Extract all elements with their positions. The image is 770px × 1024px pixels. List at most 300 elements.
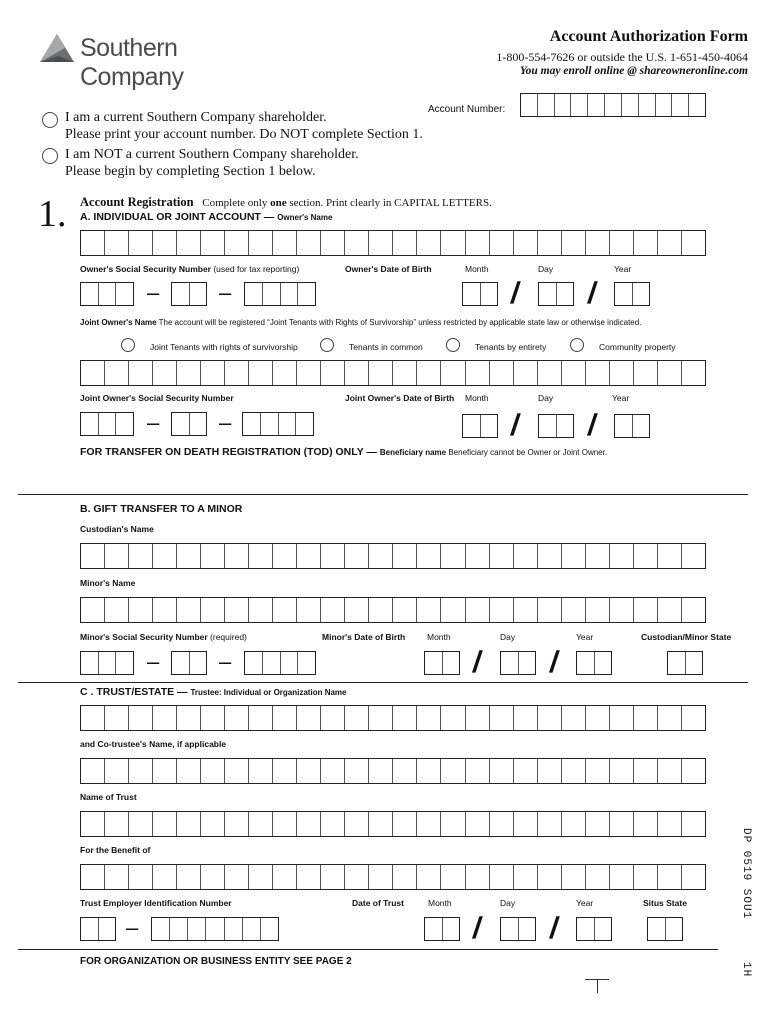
character-box[interactable]	[539, 283, 557, 305]
character-box[interactable]	[689, 94, 705, 116]
minor-ssn-part3[interactable]	[244, 651, 316, 675]
character-box[interactable]	[153, 598, 177, 622]
character-box[interactable]	[190, 652, 207, 674]
character-box[interactable]	[658, 544, 682, 568]
benefit-name-boxes[interactable]	[80, 864, 706, 890]
character-box[interactable]	[622, 94, 639, 116]
character-box[interactable]	[321, 865, 345, 889]
character-box[interactable]	[538, 706, 562, 730]
character-box[interactable]	[321, 598, 345, 622]
tenancy-radio-3[interactable]	[446, 338, 460, 352]
character-box[interactable]	[490, 598, 514, 622]
character-box[interactable]	[490, 544, 514, 568]
character-box[interactable]	[481, 283, 498, 305]
character-box[interactable]	[610, 812, 634, 836]
character-box[interactable]	[615, 415, 633, 437]
character-box[interactable]	[273, 361, 297, 385]
character-box[interactable]	[281, 283, 299, 305]
character-box[interactable]	[243, 918, 261, 940]
character-box[interactable]	[586, 544, 610, 568]
character-box[interactable]	[393, 231, 417, 255]
joint-dob-month[interactable]	[462, 414, 498, 438]
character-box[interactable]	[245, 283, 263, 305]
joint-owner-name-boxes[interactable]	[80, 360, 706, 386]
character-box[interactable]	[648, 918, 666, 940]
character-box[interactable]	[417, 812, 441, 836]
character-box[interactable]	[595, 652, 612, 674]
character-box[interactable]	[658, 361, 682, 385]
character-box[interactable]	[538, 865, 562, 889]
character-box[interactable]	[538, 94, 555, 116]
character-box[interactable]	[577, 652, 595, 674]
character-box[interactable]	[463, 283, 481, 305]
character-box[interactable]	[298, 652, 315, 674]
character-box[interactable]	[562, 812, 586, 836]
custodian-state-boxes[interactable]	[667, 651, 703, 675]
character-box[interactable]	[634, 361, 658, 385]
character-box[interactable]	[490, 865, 514, 889]
character-box[interactable]	[225, 544, 249, 568]
character-box[interactable]	[682, 865, 705, 889]
character-box[interactable]	[129, 812, 153, 836]
character-box[interactable]	[634, 706, 658, 730]
character-box[interactable]	[686, 652, 703, 674]
tenancy-radio-4[interactable]	[570, 338, 584, 352]
character-box[interactable]	[514, 812, 538, 836]
character-box[interactable]	[105, 231, 129, 255]
character-box[interactable]	[490, 759, 514, 783]
character-box[interactable]	[441, 231, 465, 255]
character-box[interactable]	[99, 283, 117, 305]
character-box[interactable]	[682, 544, 705, 568]
character-box[interactable]	[321, 231, 345, 255]
character-box[interactable]	[273, 759, 297, 783]
character-box[interactable]	[393, 598, 417, 622]
character-box[interactable]	[562, 759, 586, 783]
character-box[interactable]	[345, 361, 369, 385]
character-box[interactable]	[116, 652, 133, 674]
character-box[interactable]	[586, 706, 610, 730]
character-box[interactable]	[321, 812, 345, 836]
character-box[interactable]	[441, 759, 465, 783]
character-box[interactable]	[369, 865, 393, 889]
character-box[interactable]	[666, 918, 683, 940]
character-box[interactable]	[177, 812, 201, 836]
character-box[interactable]	[501, 918, 519, 940]
character-box[interactable]	[682, 759, 705, 783]
character-box[interactable]	[577, 918, 595, 940]
character-box[interactable]	[634, 759, 658, 783]
character-box[interactable]	[99, 413, 117, 435]
character-box[interactable]	[610, 231, 634, 255]
character-box[interactable]	[81, 652, 99, 674]
character-box[interactable]	[105, 706, 129, 730]
character-box[interactable]	[417, 865, 441, 889]
character-box[interactable]	[481, 415, 498, 437]
character-box[interactable]	[261, 918, 278, 940]
character-box[interactable]	[417, 706, 441, 730]
character-box[interactable]	[393, 812, 417, 836]
ein-part1[interactable]	[80, 917, 116, 941]
character-box[interactable]	[633, 283, 650, 305]
tenancy-radio-2[interactable]	[320, 338, 334, 352]
character-box[interactable]	[188, 918, 206, 940]
character-box[interactable]	[263, 283, 281, 305]
character-box[interactable]	[81, 918, 99, 940]
character-box[interactable]	[610, 598, 634, 622]
character-box[interactable]	[658, 231, 682, 255]
owner-ssn-part1[interactable]	[80, 282, 134, 306]
character-box[interactable]	[490, 812, 514, 836]
character-box[interactable]	[562, 231, 586, 255]
character-box[interactable]	[321, 361, 345, 385]
owner-name-boxes[interactable]	[80, 230, 706, 256]
character-box[interactable]	[116, 283, 133, 305]
character-box[interactable]	[345, 759, 369, 783]
character-box[interactable]	[81, 361, 105, 385]
character-box[interactable]	[225, 598, 249, 622]
character-box[interactable]	[99, 652, 117, 674]
character-box[interactable]	[263, 652, 281, 674]
character-box[interactable]	[225, 231, 249, 255]
owner-dob-year[interactable]	[614, 282, 650, 306]
character-box[interactable]	[170, 918, 188, 940]
owner-ssn-part2[interactable]	[171, 282, 207, 306]
character-box[interactable]	[297, 759, 321, 783]
character-box[interactable]	[81, 812, 105, 836]
character-box[interactable]	[321, 544, 345, 568]
character-box[interactable]	[153, 759, 177, 783]
character-box[interactable]	[249, 231, 273, 255]
character-box[interactable]	[586, 231, 610, 255]
character-box[interactable]	[172, 283, 190, 305]
character-box[interactable]	[177, 706, 201, 730]
character-box[interactable]	[441, 812, 465, 836]
character-box[interactable]	[225, 812, 249, 836]
character-box[interactable]	[633, 415, 650, 437]
character-box[interactable]	[153, 865, 177, 889]
character-box[interactable]	[273, 865, 297, 889]
character-box[interactable]	[658, 598, 682, 622]
character-box[interactable]	[153, 706, 177, 730]
character-box[interactable]	[369, 361, 393, 385]
trust-name-boxes[interactable]	[80, 811, 706, 837]
character-box[interactable]	[249, 812, 273, 836]
character-box[interactable]	[201, 231, 225, 255]
character-box[interactable]	[463, 415, 481, 437]
joint-ssn-part2[interactable]	[171, 412, 207, 436]
character-box[interactable]	[177, 544, 201, 568]
character-box[interactable]	[190, 413, 207, 435]
character-box[interactable]	[273, 544, 297, 568]
character-box[interactable]	[538, 598, 562, 622]
character-box[interactable]	[177, 759, 201, 783]
character-box[interactable]	[490, 231, 514, 255]
character-box[interactable]	[369, 706, 393, 730]
character-box[interactable]	[562, 706, 586, 730]
character-box[interactable]	[538, 361, 562, 385]
character-box[interactable]	[441, 865, 465, 889]
character-box[interactable]	[297, 706, 321, 730]
character-box[interactable]	[514, 759, 538, 783]
character-box[interactable]	[201, 759, 225, 783]
character-box[interactable]	[153, 231, 177, 255]
character-box[interactable]	[393, 865, 417, 889]
character-box[interactable]	[605, 94, 622, 116]
character-box[interactable]	[656, 94, 673, 116]
character-box[interactable]	[586, 759, 610, 783]
character-box[interactable]	[321, 706, 345, 730]
character-box[interactable]	[417, 231, 441, 255]
character-box[interactable]	[105, 812, 129, 836]
character-box[interactable]	[201, 706, 225, 730]
character-box[interactable]	[201, 865, 225, 889]
character-box[interactable]	[206, 918, 224, 940]
character-box[interactable]	[586, 812, 610, 836]
character-box[interactable]	[129, 706, 153, 730]
character-box[interactable]	[610, 706, 634, 730]
character-box[interactable]	[443, 652, 460, 674]
character-box[interactable]	[81, 598, 105, 622]
joint-dob-year[interactable]	[614, 414, 650, 438]
character-box[interactable]	[129, 759, 153, 783]
character-box[interactable]	[634, 865, 658, 889]
character-box[interactable]	[562, 544, 586, 568]
character-box[interactable]	[225, 918, 243, 940]
character-box[interactable]	[345, 544, 369, 568]
character-box[interactable]	[369, 598, 393, 622]
minor-ssn-part1[interactable]	[80, 651, 134, 675]
character-box[interactable]	[610, 544, 634, 568]
character-box[interactable]	[425, 918, 443, 940]
character-box[interactable]	[417, 544, 441, 568]
character-box[interactable]	[672, 94, 689, 116]
character-box[interactable]	[298, 283, 315, 305]
trustee-name-boxes[interactable]	[80, 705, 706, 731]
character-box[interactable]	[557, 415, 574, 437]
character-box[interactable]	[521, 94, 538, 116]
owner-dob-month[interactable]	[462, 282, 498, 306]
character-box[interactable]	[129, 231, 153, 255]
character-box[interactable]	[177, 361, 201, 385]
ein-part2[interactable]	[151, 917, 279, 941]
character-box[interactable]	[634, 231, 658, 255]
character-box[interactable]	[249, 865, 273, 889]
character-box[interactable]	[345, 812, 369, 836]
character-box[interactable]	[297, 361, 321, 385]
character-box[interactable]	[249, 759, 273, 783]
trust-date-year[interactable]	[576, 917, 612, 941]
character-box[interactable]	[153, 812, 177, 836]
character-box[interactable]	[466, 812, 490, 836]
character-box[interactable]	[81, 283, 99, 305]
character-box[interactable]	[538, 812, 562, 836]
minor-ssn-part2[interactable]	[171, 651, 207, 675]
character-box[interactable]	[562, 598, 586, 622]
custodian-name-boxes[interactable]	[80, 543, 706, 569]
character-box[interactable]	[105, 544, 129, 568]
character-box[interactable]	[634, 544, 658, 568]
character-box[interactable]	[417, 361, 441, 385]
character-box[interactable]	[345, 598, 369, 622]
character-box[interactable]	[273, 706, 297, 730]
account-number-boxes[interactable]	[520, 93, 706, 117]
character-box[interactable]	[519, 652, 536, 674]
joint-ssn-part3[interactable]	[242, 412, 314, 436]
character-box[interactable]	[466, 361, 490, 385]
character-box[interactable]	[105, 759, 129, 783]
character-box[interactable]	[243, 413, 261, 435]
character-box[interactable]	[466, 706, 490, 730]
character-box[interactable]	[668, 652, 686, 674]
character-box[interactable]	[658, 759, 682, 783]
character-box[interactable]	[152, 918, 170, 940]
character-box[interactable]	[281, 652, 299, 674]
minor-dob-day[interactable]	[500, 651, 536, 675]
character-box[interactable]	[514, 598, 538, 622]
character-box[interactable]	[555, 94, 572, 116]
tenancy-radio-1[interactable]	[121, 338, 135, 352]
character-box[interactable]	[190, 283, 207, 305]
character-box[interactable]	[297, 544, 321, 568]
character-box[interactable]	[129, 361, 153, 385]
character-box[interactable]	[634, 812, 658, 836]
character-box[interactable]	[441, 544, 465, 568]
character-box[interactable]	[658, 812, 682, 836]
character-box[interactable]	[682, 598, 705, 622]
character-box[interactable]	[393, 706, 417, 730]
character-box[interactable]	[129, 544, 153, 568]
character-box[interactable]	[321, 759, 345, 783]
character-box[interactable]	[466, 598, 490, 622]
character-box[interactable]	[153, 544, 177, 568]
character-box[interactable]	[105, 865, 129, 889]
character-box[interactable]	[273, 598, 297, 622]
character-box[interactable]	[417, 759, 441, 783]
character-box[interactable]	[514, 706, 538, 730]
character-box[interactable]	[658, 865, 682, 889]
character-box[interactable]	[562, 361, 586, 385]
character-box[interactable]	[466, 544, 490, 568]
character-box[interactable]	[177, 231, 201, 255]
minor-name-boxes[interactable]	[80, 597, 706, 623]
character-box[interactable]	[682, 812, 705, 836]
character-box[interactable]	[538, 759, 562, 783]
character-box[interactable]	[610, 759, 634, 783]
character-box[interactable]	[682, 361, 705, 385]
character-box[interactable]	[682, 706, 705, 730]
joint-ssn-part1[interactable]	[80, 412, 134, 436]
character-box[interactable]	[519, 918, 536, 940]
character-box[interactable]	[201, 361, 225, 385]
character-box[interactable]	[595, 918, 612, 940]
character-box[interactable]	[501, 652, 519, 674]
owner-dob-day[interactable]	[538, 282, 574, 306]
character-box[interactable]	[634, 598, 658, 622]
character-box[interactable]	[514, 544, 538, 568]
not-current-shareholder-radio[interactable]	[42, 148, 58, 164]
character-box[interactable]	[245, 652, 263, 674]
character-box[interactable]	[273, 812, 297, 836]
character-box[interactable]	[441, 361, 465, 385]
character-box[interactable]	[639, 94, 656, 116]
character-box[interactable]	[538, 544, 562, 568]
character-box[interactable]	[225, 759, 249, 783]
character-box[interactable]	[466, 865, 490, 889]
character-box[interactable]	[105, 361, 129, 385]
character-box[interactable]	[296, 413, 313, 435]
character-box[interactable]	[225, 361, 249, 385]
character-box[interactable]	[129, 865, 153, 889]
joint-dob-day[interactable]	[538, 414, 574, 438]
character-box[interactable]	[466, 231, 490, 255]
minor-dob-year[interactable]	[576, 651, 612, 675]
minor-dob-month[interactable]	[424, 651, 460, 675]
character-box[interactable]	[129, 598, 153, 622]
character-box[interactable]	[297, 812, 321, 836]
character-box[interactable]	[539, 415, 557, 437]
character-box[interactable]	[273, 231, 297, 255]
character-box[interactable]	[345, 865, 369, 889]
character-box[interactable]	[369, 544, 393, 568]
character-box[interactable]	[417, 598, 441, 622]
character-box[interactable]	[586, 361, 610, 385]
character-box[interactable]	[177, 598, 201, 622]
character-box[interactable]	[441, 598, 465, 622]
character-box[interactable]	[297, 231, 321, 255]
character-box[interactable]	[588, 94, 605, 116]
character-box[interactable]	[682, 231, 705, 255]
character-box[interactable]	[441, 706, 465, 730]
character-box[interactable]	[538, 231, 562, 255]
character-box[interactable]	[369, 759, 393, 783]
character-box[interactable]	[81, 865, 105, 889]
character-box[interactable]	[571, 94, 588, 116]
character-box[interactable]	[393, 544, 417, 568]
character-box[interactable]	[345, 231, 369, 255]
character-box[interactable]	[99, 918, 116, 940]
character-box[interactable]	[116, 413, 133, 435]
character-box[interactable]	[81, 544, 105, 568]
character-box[interactable]	[615, 283, 633, 305]
character-box[interactable]	[225, 865, 249, 889]
character-box[interactable]	[249, 706, 273, 730]
character-box[interactable]	[369, 231, 393, 255]
character-box[interactable]	[369, 812, 393, 836]
character-box[interactable]	[249, 361, 273, 385]
character-box[interactable]	[658, 706, 682, 730]
trust-date-month[interactable]	[424, 917, 460, 941]
cotrustee-name-boxes[interactable]	[80, 758, 706, 784]
character-box[interactable]	[261, 413, 279, 435]
trust-date-day[interactable]	[500, 917, 536, 941]
character-box[interactable]	[393, 759, 417, 783]
character-box[interactable]	[610, 865, 634, 889]
character-box[interactable]	[586, 598, 610, 622]
character-box[interactable]	[81, 759, 105, 783]
character-box[interactable]	[249, 544, 273, 568]
character-box[interactable]	[81, 231, 105, 255]
character-box[interactable]	[514, 231, 538, 255]
character-box[interactable]	[490, 361, 514, 385]
character-box[interactable]	[201, 544, 225, 568]
character-box[interactable]	[172, 652, 190, 674]
character-box[interactable]	[610, 361, 634, 385]
owner-ssn-part3[interactable]	[244, 282, 316, 306]
character-box[interactable]	[279, 413, 297, 435]
character-box[interactable]	[177, 865, 201, 889]
character-box[interactable]	[201, 812, 225, 836]
